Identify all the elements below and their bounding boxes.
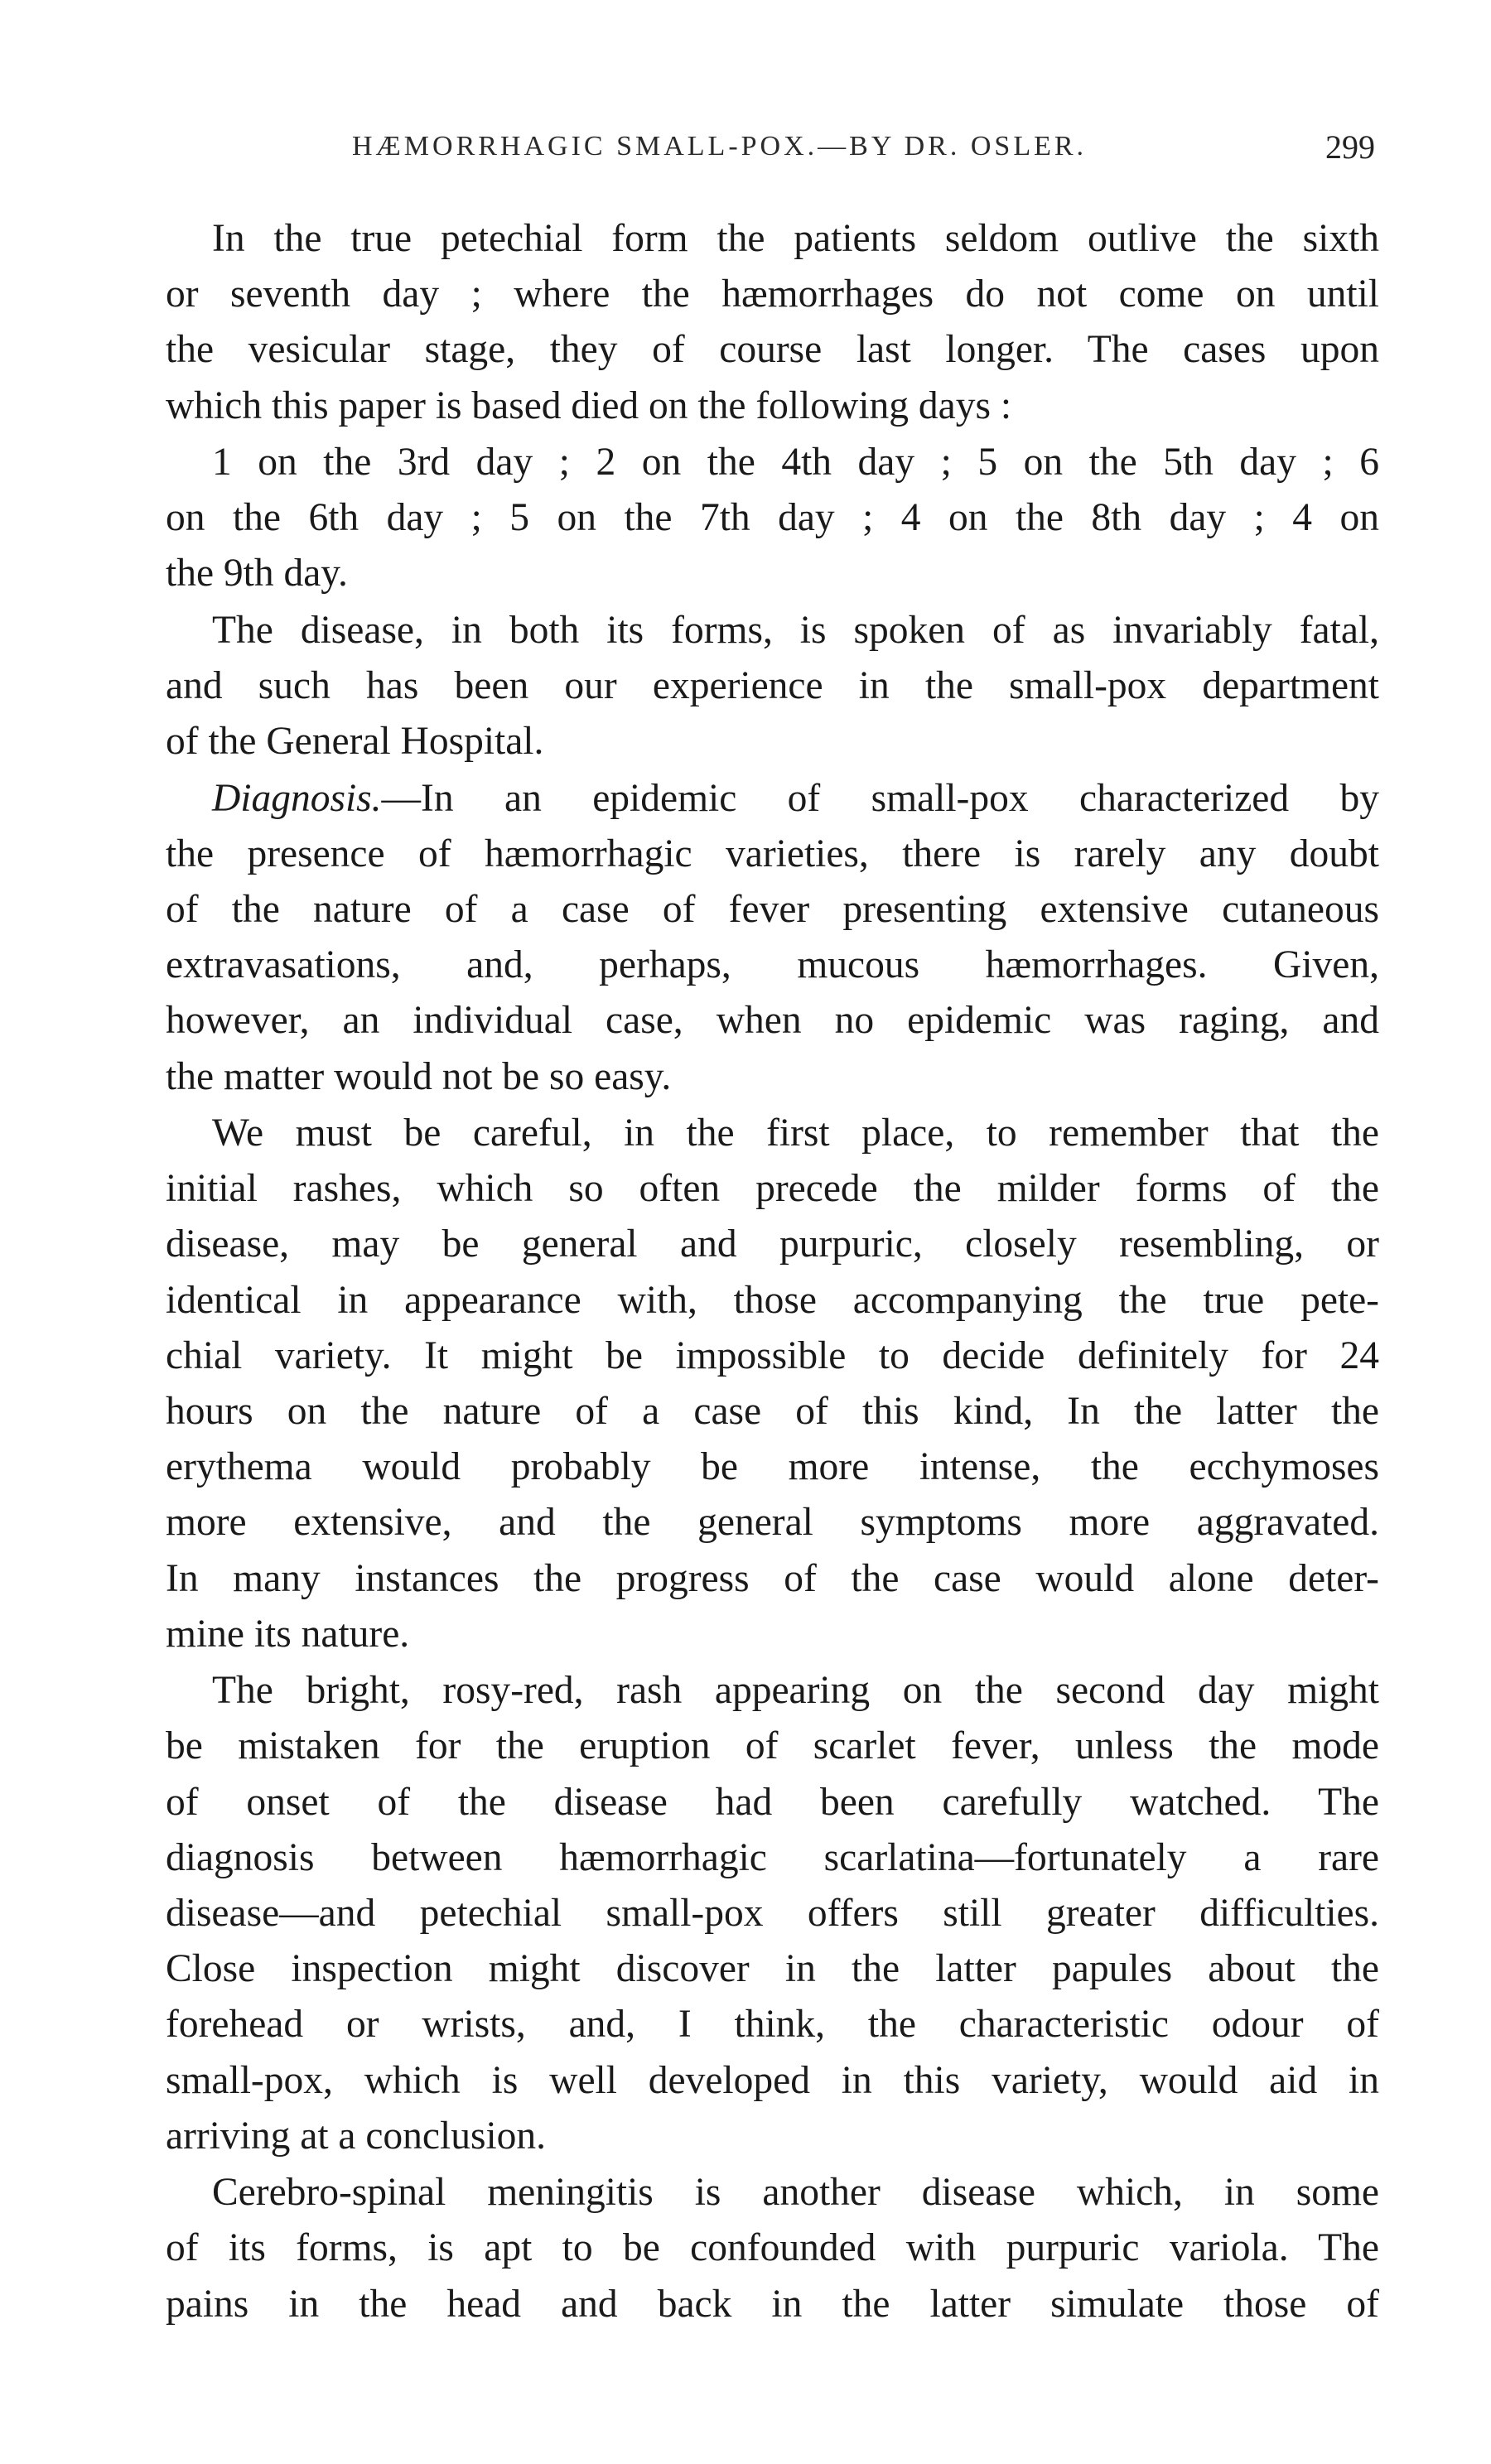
text-line: pains in the head and back in the latter simulate those of bbox=[166, 2282, 1379, 2326]
paragraph-fatal bbox=[166, 603, 1379, 770]
section-heading-diagnosis: Diagnosis. bbox=[212, 776, 382, 820]
text-line: Cerebro-spinal meningitis is another disease which, in some bbox=[212, 2171, 1379, 2215]
text-line: disease—and petechial small-pox offers still greater difficulties. bbox=[166, 1892, 1379, 1936]
text-line: The bright, rosy-red, rash appearing on the second day might bbox=[212, 1669, 1379, 1713]
text-line: which this paper is based died on the following days : bbox=[166, 383, 1012, 427]
text-line: forehead or wrists, and, I think, the characteristic odour of bbox=[166, 2003, 1379, 2047]
text-line: the presence of hæmorrhagic varieties, there is rarely any doubt bbox=[166, 832, 1379, 875]
running-title: HÆMORRHAGIC SMALL-POX.—BY DR. OSLER. bbox=[352, 131, 1088, 162]
text-line: on the 6th day ; 5 on the 7th day ; 4 on the 8th day ; 4 on bbox=[166, 496, 1379, 540]
text-line: the vesicular stage, they of course last longer. The cases upon bbox=[166, 328, 1379, 372]
running-head bbox=[166, 123, 1375, 181]
paragraph-scarlet-fever bbox=[166, 1663, 1379, 2164]
text-line: initial rashes, which so often precede the milder forms of the bbox=[166, 1167, 1379, 1211]
text-line: or seventh day ; where the hæmorrhages do not come on until bbox=[166, 272, 1379, 316]
page-number: 299 bbox=[1325, 128, 1375, 166]
text-line: of onset of the disease had been carefully watched. The bbox=[166, 1780, 1379, 1824]
paragraph-diagnosis bbox=[166, 771, 1379, 1105]
text-line: the matter would not be so easy. bbox=[166, 1054, 672, 1098]
paragraph-petechial-duration bbox=[166, 211, 1379, 434]
text-line: arriving at a conclusion. bbox=[166, 2114, 547, 2158]
paragraph-days-list bbox=[166, 435, 1379, 602]
paragraph-initial-rashes bbox=[166, 1106, 1379, 1662]
text-line: We must be careful, in the first place, to remember that the bbox=[212, 1111, 1379, 1155]
text-line: Close inspection might discover in the latter papules about the bbox=[166, 1947, 1379, 1991]
text-line: small-pox, which is well developed in this variety, would aid in bbox=[166, 2058, 1379, 2102]
text-line: more extensive, and the general symptoms more aggravated. bbox=[166, 1501, 1379, 1545]
text-line bbox=[166, 771, 1379, 827]
text-line: mine its nature. bbox=[166, 1612, 410, 1656]
text-line: the 9th day. bbox=[166, 552, 348, 596]
text-line: of the General Hospital. bbox=[166, 720, 544, 764]
text-line: hours on the nature of a case of this kind, In the latter the bbox=[166, 1390, 1379, 1434]
text-line: 1 on the 3rd day ; 2 on the 4th day ; 5 on the 5th day ; 6 bbox=[212, 441, 1379, 484]
text-line: In many instances the progress of the case would alone deter- bbox=[166, 1556, 1379, 1600]
text-line: of the nature of a case of fever presenting extensive cutaneous bbox=[166, 888, 1379, 931]
text-line: In the true petechial form the patients seldom outlive the sixth bbox=[212, 217, 1379, 260]
text-line: be mistaken for the eruption of scarlet fever, unless the mode bbox=[166, 1724, 1379, 1768]
text-line: identical in appearance with, those accompanying the true pete- bbox=[166, 1278, 1379, 1322]
text-line: and such has been our experience in the small-pox department bbox=[166, 664, 1379, 707]
text-line: disease, may be general and purpuric, closely resembling, or bbox=[166, 1222, 1379, 1266]
text-line: diagnosis between hæmorrhagic scarlatina—fortunately a rare bbox=[166, 1835, 1379, 1879]
text-line: extravasations, and, perhaps, mucous hæmorrhages. Given, bbox=[166, 943, 1379, 987]
text-line-rest: —In an epidemic of small-pox characterized by bbox=[381, 776, 1379, 820]
text-line: however, an individual case, when no epidemic was raging, and bbox=[166, 999, 1379, 1043]
text-line: erythema would probably be more intense, the ecchymoses bbox=[166, 1445, 1379, 1489]
text-line: The disease, in both its forms, is spoken of as invariably fatal, bbox=[212, 608, 1379, 652]
text-line: of its forms, is apt to be confounded with purpuric variola. The bbox=[166, 2226, 1379, 2270]
paragraph-meningitis bbox=[166, 2165, 1379, 2332]
text-line: chial variety. It might be impossible to decide definitely for 24 bbox=[166, 1333, 1379, 1377]
body-text bbox=[166, 211, 1379, 2333]
